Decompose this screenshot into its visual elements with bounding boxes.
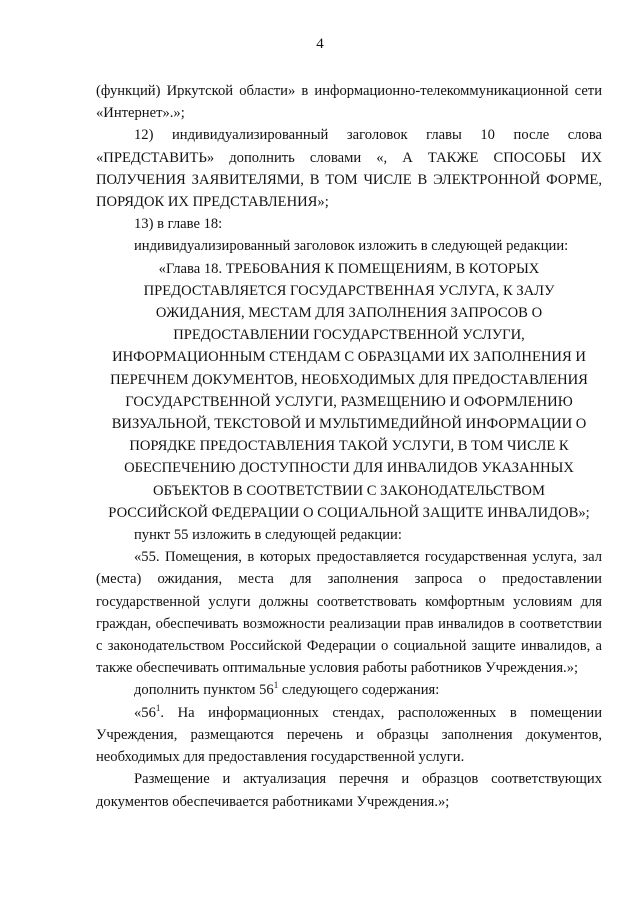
paragraph-text: . На информационных стендах, расположенных в помещении Учреждения, размещаются перечень и образцы заполнения документов, необходимых для предоставления государственной услуги. [96,704,602,766]
paragraph-text: дополнить пунктом 56 [134,682,274,699]
heading-line: ВИЗУАЛЬНОЙ, ТЕКСТОВОЙ И МУЛЬТИМЕДИЙНОЙ ИНФОРМАЦИИ О [111,416,587,433]
heading-line: РОССИЙСКОЙ ФЕДЕРАЦИИ О СОЦИАЛЬНОЙ ЗАЩИТЕ ИНВАЛИДОВ»; [108,504,590,521]
page-number: 4 [316,36,324,52]
paragraph-text: «56 [134,704,156,721]
heading-line: ПРЕДОСТАВЛЯЕТСЯ ГОСУДАРСТВЕННАЯ УСЛУГА, К ЗАЛУ [143,282,555,299]
heading-line: ИНФОРМАЦИОННЫМ СТЕНДАМ С ОБРАЗЦАМИ ИХ ЗАПОЛНЕНИЯ И [112,349,586,366]
heading-line: ОБЪЕКТОВ В СООТВЕТСТВИИ С ЗАКОНОДАТЕЛЬСТВОМ [153,482,545,499]
heading-line: «Глава 18. ТРЕБОВАНИЯ К ПОМЕЩЕНИЯМ, В КОТОРЫХ [158,260,540,277]
paragraph-item-56-intro [96,679,602,701]
heading-line: ГОСУДАРСТВЕННОЙ УСЛУГИ, РАЗМЕЩЕНИЮ И ОФОРМЛЕНИЮ [125,393,573,410]
paragraph-continuation: (функций) Иркутской области» в информационно-телекоммуникационной сети «Интернет».»; [96,83,602,122]
paragraph-item-55-intro: пункт 55 изложить в следующей редакции: [134,527,402,544]
heading-line: ПОРЯДКЕ ПРЕДОСТАВЛЕНИЯ ТАКОЙ УСЛУГИ, В ТОМ ЧИСЛЕ К [129,438,569,455]
superscript: 1 [273,680,279,691]
paragraph-item-56-text [96,702,602,769]
heading-line: ПЕРЕЧНЕМ ДОКУМЕНТОВ, НЕОБХОДИМЫХ ДЛЯ ПРЕДОСТАВЛЕНИЯ [110,371,588,388]
paragraph-item-56-second: Размещение и актуализация перечня и образцов соответствующих документов обеспечивается работниками Учреждения.»; [96,771,602,810]
chapter-18-heading [96,258,602,524]
paragraph-heading-intro: индивидуализированный заголовок изложить в следующей редакции: [134,238,569,255]
paragraph-text: следующего содержания: [278,682,440,699]
superscript: 1 [155,702,161,713]
heading-line: ОЖИДАНИЯ, МЕСТАМ ДЛЯ ЗАПОЛНЕНИЯ ЗАПРОСОВ О [155,305,543,322]
heading-line: ОБЕСПЕЧЕНИЮ ДОСТУПНОСТИ ДЛЯ ИНВАЛИДОВ УКАЗАННЫХ [124,460,574,477]
paragraph-item-13: 13) в главе 18: [134,216,223,233]
heading-line: ПРЕДОСТАВЛЕНИИ ГОСУДАРСТВЕННОЙ УСЛУГИ, [173,327,525,344]
paragraph-item-12: 12) индивидуализированный заголовок главы 10 после слова «ПРЕДСТАВИТЬ» дополнить словами «, А ТАКЖЕ СПОСОБЫ ИХ ПОЛУЧЕНИЯ ЗАЯВИТЕЛЯМИ, В ТОМ ЧИСЛЕ В ЭЛЕКТРОННОЙ ФОРМЕ, ПОРЯДОК ИХ ПРЕДСТАВЛЕНИЯ»; [96,127,602,211]
paragraph-item-55-text: «55. Помещения, в которых предоставляется государственная услуга, зал (места) ожидания, места для заполнения запроса о предоставлении государственной услуги должны соответствовать комфортным условиям для граждан, обеспечивать возможности реализации прав инвалидов в соответствии с законодательством Российской Федерации о социальной защите инвалидов, а также обеспечивать оптимальные условия работы работников Учреждения.»; [96,549,602,677]
document-body [96,80,602,813]
